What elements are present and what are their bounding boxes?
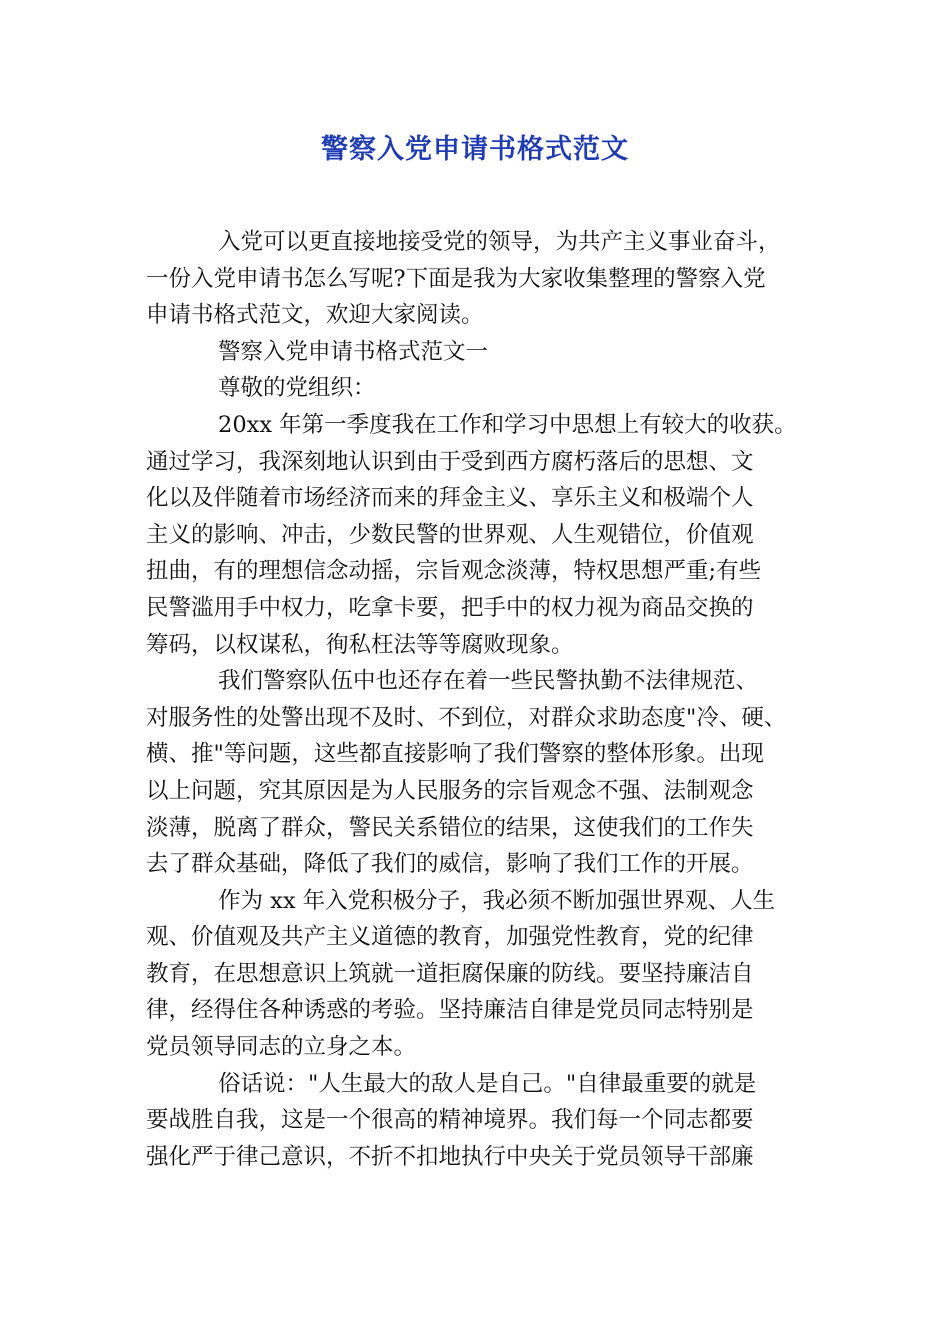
text-line: 观、价值观及共产主义道德的教育，加强党性教育，党的纪律 <box>146 924 754 951</box>
text-line: 民警滥用手中权力，吃拿卡要，把手中的权力视为商品交换的 <box>146 594 754 621</box>
text-line: 申请书格式范文，欢迎大家阅读。 <box>146 302 484 329</box>
text-line: 通过学习，我深刻地认识到由于受到西方腐朽落后的思想、文 <box>146 448 754 475</box>
text-line: 俗话说："人生最大的敌人是自己。"自律最重要的就是 <box>218 1070 757 1097</box>
text-line: 扭曲，有的理想信念动摇，宗旨观念淡薄，特权思想严重;有些 <box>146 558 762 585</box>
document-title: 警察入党申请书格式范文 <box>321 134 629 165</box>
text-line: 主义的影响、冲击，少数民警的世界观、人生观错位，价值观 <box>146 521 754 548</box>
text-line: 筹码，以权谋私，徇私枉法等等腐败现象。 <box>146 631 574 658</box>
text-line: 教育，在思想意识上筑就一道拒腐保廉的防线。要坚持廉洁自 <box>146 960 754 987</box>
text-line: 警察入党申请书格式范文一 <box>218 338 489 365</box>
document-body <box>146 224 816 1175</box>
text-line: 强化严于律己意识，不折不扣地执行中央关于党员领导干部廉 <box>146 1143 754 1170</box>
text-line: 我们警察队伍中也还存在着一些民警执勤不法律规范、 <box>218 668 759 695</box>
text-line: 对服务性的处警出现不及时、不到位，对群众求助态度"冷、硬、 <box>146 704 787 731</box>
text-line: 去了群众基础，降低了我们的威信，影响了我们工作的开展。 <box>146 851 754 878</box>
text-line: 入党可以更直接地接受党的领导，为共产主义事业奋斗， <box>218 229 781 255</box>
text-line: 要战胜自我，这是一个很高的精神境界。我们每一个同志都要 <box>146 1107 754 1134</box>
text-line: 作为 xx 年入党积极分子，我必须不断加强世界观、人生 <box>218 887 776 914</box>
text-line: 20xx 年第一季度我在工作和学习中思想上有较大的收获。 <box>218 411 797 438</box>
text-line: 以上问题，究其原因是为人民服务的宗旨观念不强、法制观念 <box>146 777 754 804</box>
text-line: 尊敬的党组织： <box>218 375 376 402</box>
text-line: 横、推"等问题，这些都直接影响了我们警察的整体形象。出现 <box>146 741 764 768</box>
text-line: 化以及伴随着市场经济而来的拜金主义、享乐主义和极端个人 <box>146 485 754 512</box>
text-line: 党员领导同志的立身之本。 <box>146 1034 417 1061</box>
text-line: 一份入党申请书怎么写呢?下面是我为大家收集整理的警察入党 <box>146 265 766 292</box>
text-line: 淡薄，脱离了群众，警民关系错位的结果，这使我们的工作失 <box>146 814 754 841</box>
text-line: 律，经得住各种诱惑的考验。坚持廉洁自律是党员同志特别是 <box>146 997 754 1024</box>
